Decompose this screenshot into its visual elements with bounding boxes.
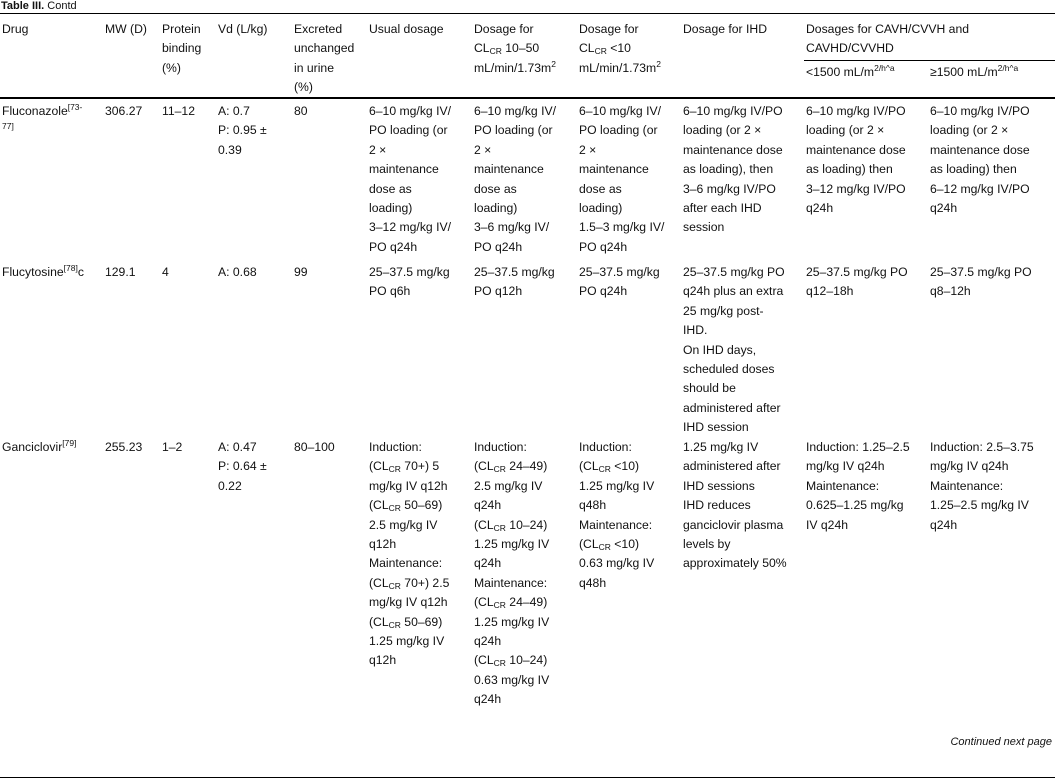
cell-clcr10: 25–37.5 mg/kg	[579, 265, 660, 279]
table-caption	[1, 0, 77, 12]
header-dosage-clcr-10-50: $mL/\min/1.73m^2$	[474, 58, 556, 75]
cell-clcr1050: q24h	[474, 556, 502, 571]
cell-clcr1050: maintenance	[474, 162, 544, 177]
cell-clcr10: Maintenance:	[579, 517, 653, 532]
cell-clcr10: 2 ×	[579, 142, 597, 157]
cell-vd: P: 0.64 ±	[218, 459, 267, 474]
cell-drug: Flucytosine[78]c	[2, 263, 84, 279]
header-cavh-high: ≥1500 $mL/m^{2/h\^{}a}$	[930, 63, 1019, 79]
cell-ihd: 1.25 mg/kg IV	[683, 440, 759, 454]
cell-cavh-high: as loading) then	[930, 162, 1017, 177]
cell-clcr10: 1.25 mg/kg IV	[579, 478, 655, 493]
cell-usual: q12h	[369, 537, 397, 551]
cell-vd: A: 0.68	[218, 265, 257, 279]
cell-usual: Maintenance:	[369, 556, 443, 571]
cell-usual: 2.5 mg/kg IV	[369, 517, 438, 532]
cell-clcr1050: 3–6 mg/kg IV/	[474, 220, 550, 235]
cell-mw: 129.1	[105, 265, 136, 279]
cell-cavh-low: 25–37.5 mg/kg PO	[806, 265, 908, 279]
cell-cavh-high: 6–10 mg/kg IV/PO	[930, 104, 1030, 118]
header-protein-binding: binding	[162, 41, 202, 56]
header-mw: MW (D)	[105, 22, 147, 36]
cell-usual: PO q24h	[369, 239, 418, 254]
header-dosage-clcr-10-50: $CL_{CR}$ 10–50	[474, 41, 540, 57]
cell-clcr10: PO q24h	[579, 239, 628, 254]
cell-ihd: levels by	[683, 537, 731, 551]
cell-cavh-low: IV q24h	[806, 517, 849, 532]
cell-ihd: IHD sessions	[683, 478, 755, 493]
cell-excreted: 99	[294, 265, 308, 279]
cell-clcr10: q48h	[579, 575, 607, 590]
bottom-rule	[0, 777, 1055, 778]
cell-drug: 77]	[2, 121, 14, 132]
cell-clcr10: Induction:	[579, 440, 632, 454]
cell-ihd: 3–6 mg/kg IV/PO	[683, 181, 776, 196]
cell-ihd: maintenance dose	[683, 142, 783, 157]
cell-clcr1050: ($CL_{CR}$ 10–24)	[474, 653, 548, 669]
cell-ihd: IHD reduces	[683, 498, 751, 513]
cell-cavh-high: Maintenance:	[930, 478, 1004, 493]
cell-ihd: IHD session	[683, 420, 749, 435]
cell-cavh-low: maintenance dose	[806, 142, 906, 157]
cell-clcr1050: ($CL_{CR}$ 24–49)	[474, 459, 548, 475]
cell-protein: 1–2	[162, 440, 183, 454]
cell-ihd: ganciclovir plasma	[683, 517, 784, 532]
cell-usual: ($CL_{CR}$ 50–69)	[369, 498, 443, 514]
cell-ihd: 6–10 mg/kg IV/PO	[683, 104, 783, 118]
cell-ihd: On IHD days,	[683, 342, 757, 357]
cell-cavh-high: 1.25–2.5 mg/kg IV	[930, 498, 1029, 513]
cell-clcr10: PO loading (or	[579, 123, 658, 138]
cell-cavh-low: 3–12 mg/kg IV/PO	[806, 181, 906, 196]
cell-drug: Ganciclovir[79]	[2, 438, 77, 454]
cell-ihd: should be	[683, 381, 736, 396]
header-dosage-clcr-lt10: $CL_{CR} <10$	[579, 41, 631, 57]
header-cavh: CAVHD/CVVHD	[806, 41, 894, 56]
cell-clcr10: 6–10 mg/kg IV/	[579, 104, 661, 118]
cell-clcr10: 0.63 mg/kg IV	[579, 556, 655, 571]
cell-ihd: 25 mg/kg post-	[683, 303, 764, 318]
cell-usual: maintenance	[369, 162, 439, 177]
cell-vd: P: 0.95 ±	[218, 123, 267, 138]
header-cavh-low: <1500 $mL/m^{2/h\^{}a}$	[806, 63, 895, 79]
cell-usual: q12h	[369, 653, 397, 668]
header-usual-dosage: Usual dosage	[369, 22, 444, 36]
cell-ihd: administered after	[683, 400, 781, 415]
cell-usual: mg/kg IV q12h	[369, 595, 448, 610]
cell-ihd: IHD.	[683, 323, 708, 338]
cell-clcr10: dose as	[579, 181, 622, 196]
cell-usual: ($CL_{CR}$ 70+) 2.5	[369, 575, 450, 591]
header-excreted: unchanged	[294, 41, 355, 56]
cell-clcr10: $(CL_{CR} <10)$	[579, 537, 640, 552]
cell-usual: PO q6h	[369, 284, 411, 299]
cell-ihd: q24h plus an extra	[683, 284, 784, 299]
cell-vd: 0.39	[218, 142, 242, 157]
cell-clcr1050: 0.63 mg/kg IV	[474, 672, 550, 687]
header-vd: Vd (L/kg)	[218, 22, 268, 36]
table-caption-text: Contd	[47, 0, 77, 12]
table-label: Table III.	[1, 0, 45, 12]
cell-cavh-low: 6–10 mg/kg IV/PO	[806, 104, 906, 118]
cell-clcr1050: loading)	[474, 201, 518, 215]
header-bottom-rule	[0, 97, 1055, 99]
cell-clcr1050: 2.5 mg/kg IV	[474, 478, 543, 493]
cell-vd: A: 0.47	[218, 440, 257, 454]
cell-ihd: session	[683, 220, 725, 235]
cell-cavh-high: 6–12 mg/kg IV/PO	[930, 181, 1030, 196]
header-protein-binding: Protein	[162, 22, 201, 36]
cell-ihd: loading (or 2 ×	[683, 123, 762, 138]
cell-usual: 3–12 mg/kg IV/	[369, 220, 451, 235]
cell-usual: loading)	[369, 201, 413, 215]
cell-usual: mg/kg IV q12h	[369, 478, 448, 493]
cell-usual: ($CL_{CR}$ 70+) 5	[369, 459, 440, 475]
cell-clcr1050: q24h	[474, 634, 502, 648]
cell-clcr1050: PO q12h	[474, 284, 523, 299]
cell-cavh-low: 0.625–1.25 mg/kg	[806, 498, 904, 513]
cell-mw: 255.23	[105, 440, 143, 454]
cell-ihd: as loading), then	[683, 162, 774, 177]
cavh-subheader-rule	[804, 60, 1055, 61]
cell-cavh-high: q24h	[930, 201, 958, 215]
cell-usual: dose as	[369, 181, 412, 196]
header-dosage-clcr-10-50: Dosage for	[474, 22, 534, 36]
cell-clcr1050: 1.25 mg/kg IV	[474, 614, 550, 629]
header-excreted: (%)	[294, 80, 313, 95]
header-dosage-clcr-lt10: $mL/\min/1.73m^2$	[579, 58, 661, 75]
cell-cavh-low: q12–18h	[806, 284, 854, 299]
cell-cavh-low: mg/kg IV q24h	[806, 459, 885, 474]
header-cavh: Dosages for CAVH/CVVH and	[806, 22, 970, 36]
cell-ihd: approximately 50%	[683, 556, 787, 571]
cell-usual: 6–10 mg/kg IV/	[369, 104, 451, 118]
cell-ihd: after each IHD	[683, 201, 762, 215]
cell-clcr10: PO q24h	[579, 284, 628, 299]
cell-excreted: 80–100	[294, 440, 335, 454]
cell-usual: 25–37.5 mg/kg	[369, 265, 450, 279]
cell-ihd: 25–37.5 mg/kg PO	[683, 265, 785, 279]
cell-clcr1050: 2 ×	[474, 142, 492, 157]
cell-usual: 1.25 mg/kg IV	[369, 634, 445, 648]
cell-protein: 4	[162, 265, 169, 279]
cell-clcr10: maintenance	[579, 162, 649, 177]
cell-cavh-high: mg/kg IV q24h	[930, 459, 1009, 474]
cell-clcr10: q48h	[579, 498, 607, 513]
cell-clcr1050: Induction:	[474, 440, 527, 454]
cell-clcr1050: 1.25 mg/kg IV	[474, 537, 550, 551]
cell-clcr10: loading)	[579, 201, 623, 215]
cell-clcr1050: 6–10 mg/kg IV/	[474, 104, 556, 118]
cell-cavh-low: loading (or 2 ×	[806, 123, 885, 138]
cell-cavh-low: q24h	[806, 201, 834, 215]
cell-clcr1050: q24h	[474, 692, 502, 707]
header-drug: Drug	[2, 22, 29, 36]
header-dosage-ihd: Dosage for IHD	[683, 22, 767, 36]
cell-usual: ($CL_{CR}$ 50–69)	[369, 614, 443, 630]
cell-clcr10: $(CL_{CR} <10)$	[579, 459, 640, 475]
cell-mw: 306.27	[105, 104, 143, 118]
cell-excreted: 80	[294, 104, 308, 118]
cell-drug: Fluconazole$^{[73-}$	[2, 102, 83, 118]
cell-usual: PO loading (or	[369, 123, 448, 138]
top-rule	[0, 13, 1055, 14]
cell-clcr1050: ($CL_{CR}$ 24–49)	[474, 595, 548, 611]
cell-cavh-high: maintenance dose	[930, 142, 1030, 157]
cell-cavh-high: q24h	[930, 517, 958, 532]
cell-cavh-high: 25–37.5 mg/kg PO	[930, 265, 1032, 279]
cell-cavh-low: Induction: 1.25–2.5	[806, 440, 910, 454]
cell-usual: 2 ×	[369, 142, 387, 157]
header-excreted: in urine	[294, 60, 334, 75]
cell-cavh-high: loading (or 2 ×	[930, 123, 1009, 138]
cell-usual: Induction:	[369, 440, 422, 454]
cell-clcr1050: 25–37.5 mg/kg	[474, 265, 555, 279]
cell-vd: 0.22	[218, 478, 242, 493]
cell-clcr1050: dose as	[474, 181, 517, 196]
cell-clcr1050: PO loading (or	[474, 123, 553, 138]
cell-vd: A: 0.7	[218, 104, 250, 118]
cell-protein: 11–12	[162, 104, 195, 118]
continued-note: Continued next page	[950, 736, 1052, 748]
cell-cavh-low: Maintenance:	[806, 478, 880, 493]
cell-cavh-high: q8–12h	[930, 284, 971, 299]
cell-clcr1050: ($CL_{CR}$ 10–24)	[474, 517, 548, 533]
cell-clcr10: 1.5–3 mg/kg IV/	[579, 220, 665, 235]
cell-clcr1050: q24h	[474, 498, 502, 513]
cell-cavh-high: Induction: 2.5–3.75	[930, 440, 1034, 454]
header-excreted: Excreted	[294, 22, 343, 36]
header-dosage-clcr-lt10: Dosage for	[579, 22, 639, 36]
cell-ihd: scheduled doses	[683, 362, 775, 376]
cell-clcr1050: PO q24h	[474, 239, 523, 254]
cell-ihd: administered after	[683, 459, 781, 474]
cell-cavh-low: as loading) then	[806, 162, 893, 177]
cell-clcr1050: Maintenance:	[474, 575, 548, 590]
header-protein-binding: (%)	[162, 60, 181, 75]
